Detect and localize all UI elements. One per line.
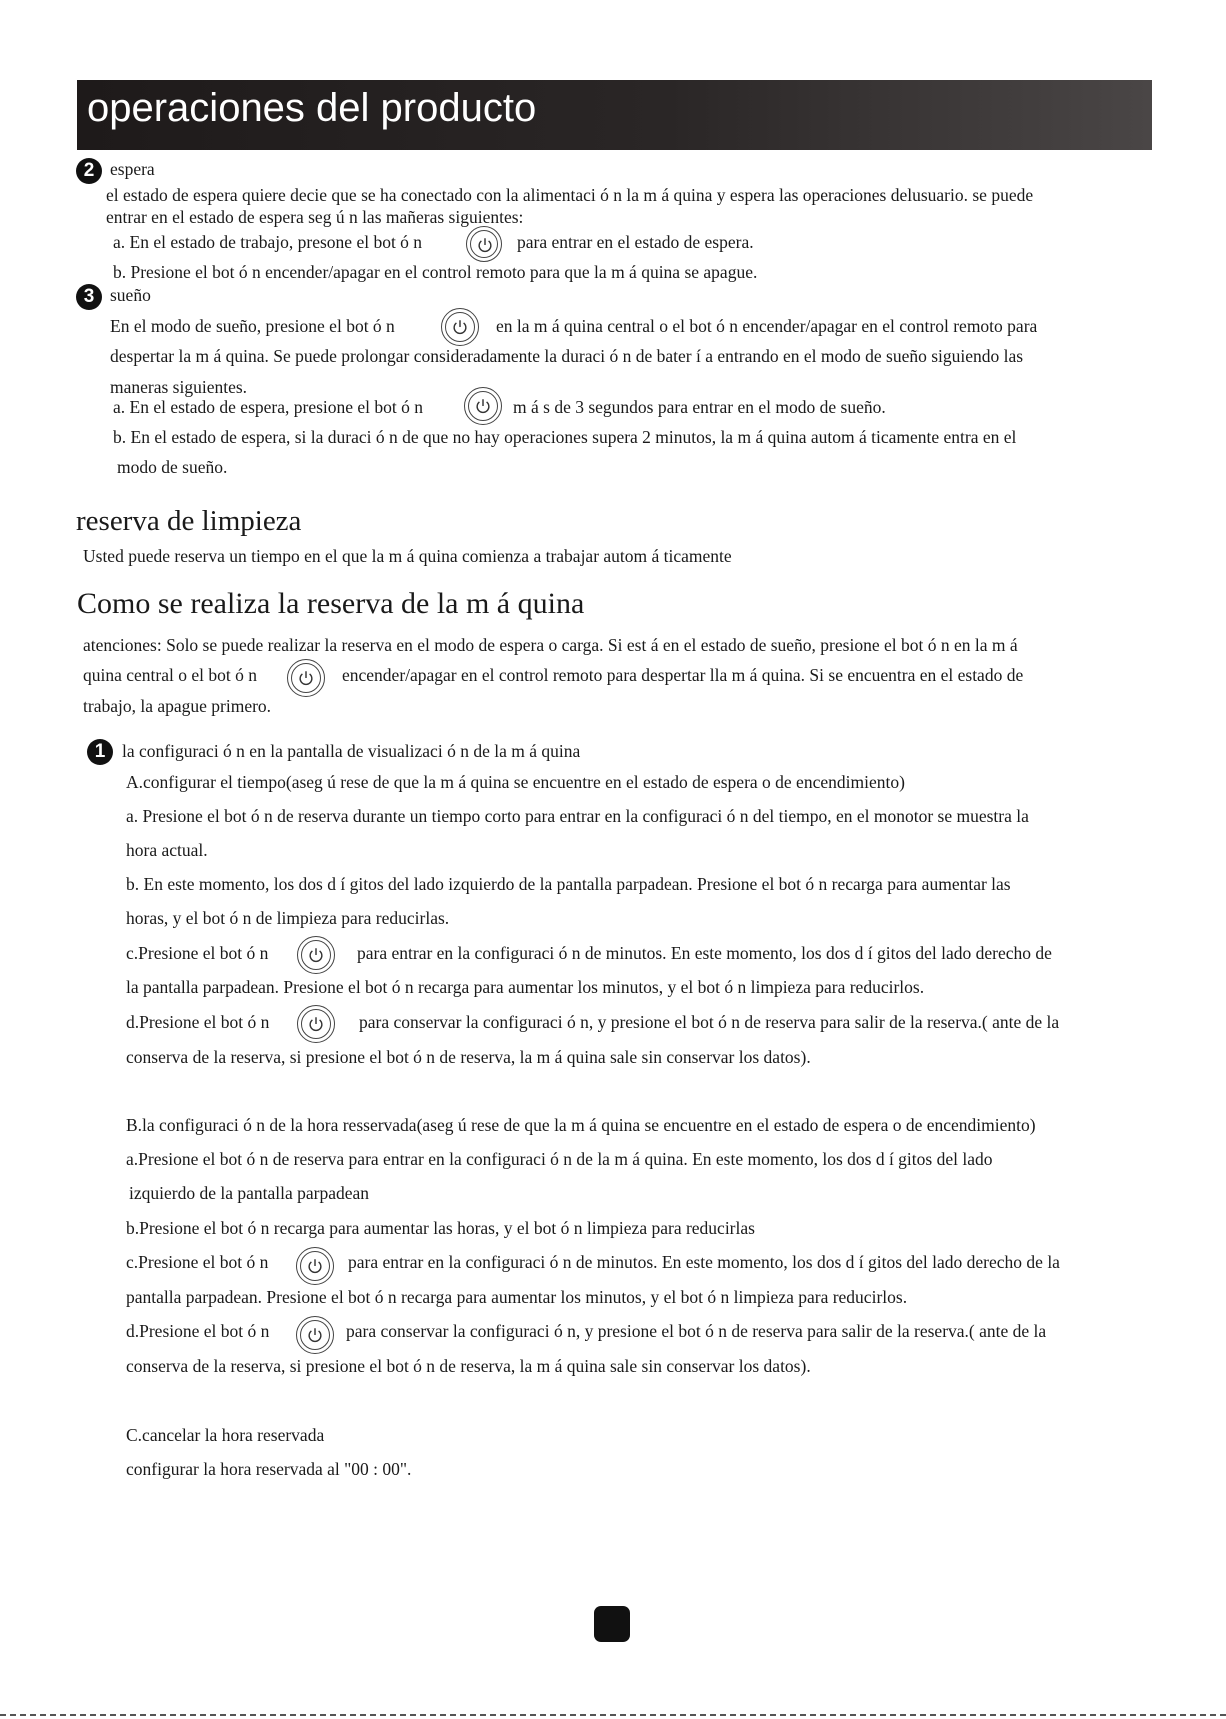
reserva-text: Usted puede reserva un tiempo en el que la m á quina comienza a trabajar autom á ticamente [83, 546, 732, 566]
power-icon [441, 308, 479, 346]
config-b-step-d-line2: conserva de la reserva, si presione el bot ó n de reserva, la m á quina sale sin conservar los datos). [126, 1356, 811, 1376]
sueno-line1-continuation: en la m á quina central o el bot ó n encender/apagar en el control remoto para [496, 316, 1038, 336]
sueno-item-a-continuation: m á s de 3 segundos para entrar en el modo de sueño. [513, 397, 886, 417]
config-a-step-c-text: c.Presione el bot ó n [126, 943, 269, 963]
config-a-step-c-continuation: para entrar en la configuraci ó n de minutos. En este momento, los dos d í gitos del lado derecho de [357, 943, 1052, 963]
step-number-badge: 3 [76, 284, 102, 310]
config-b-step-c-line2: pantalla parpadean. Presione el bot ó n recarga para aumentar los minutos, y el bot ó n limpieza para reducirlos. [126, 1287, 908, 1307]
step-number-badge: 1 [87, 739, 113, 765]
config-b-step-c-text: c.Presione el bot ó n [126, 1252, 269, 1272]
config-a-step-d-line2: conserva de la reserva, si presione el bot ó n de reserva, la m á quina sale sin conservar los datos). [126, 1047, 811, 1067]
config-a-step-d-continuation: para conservar la configuraci ó n, y presione el bot ó n de reserva para salir de la reserva.( ante de la [359, 1012, 1060, 1032]
section-banner [77, 80, 1152, 150]
sueno-line1-text: En el modo de sueño, presione el bot ó n [110, 316, 395, 336]
config-a-step-b-line1: b. En este momento, los dos d í gitos del lado izquierdo de la pantalla parpadean. Presione el bot ó n recarga para aumentar las [126, 874, 1011, 894]
config-c-text: configurar la hora reservada al "00 : 00". [126, 1459, 412, 1479]
power-icon [296, 1247, 334, 1285]
config-c-title: C.cancelar la hora reservada [126, 1425, 325, 1445]
config-b-title: B.la configuraci ó n de la hora resservada(aseg ú rese de que la m á quina se encuentre en el estado de espera o de encendimiento) [126, 1115, 1036, 1135]
page-number-marker [594, 1606, 630, 1642]
config-b-step-c-continuation: para entrar en la configuraci ó n de minutos. En este momento, los dos d í gitos del lado derecho de la [348, 1252, 1060, 1272]
como-line1: atenciones: Solo se puede realizar la reserva en el modo de espera o carga. Si est á en el estado de sueño, presione el bot ó n en la m á [83, 635, 1018, 655]
config-b-step-d-continuation: para conservar la configuraci ó n, y presione el bot ó n de reserva para salir de la reserva.( ante de la [346, 1321, 1047, 1341]
config-a-step-c-line2: la pantalla parpadean. Presione el bot ó n recarga para aumentar los minutos, y el bot ó n limpieza para reducirlos. [126, 977, 925, 997]
espera-heading: espera [110, 159, 155, 179]
sueno-line2: despertar la m á quina. Se puede prolongar consideradamente la duraci ó n de bater í a entrando en el modo de sueño siguiendo las [110, 346, 1024, 366]
como-heading: Como se realiza la reserva de la m á quina [77, 587, 585, 620]
espera-paragraph-line2: entrar en el estado de espera seg ú n las mañeras siguientes: [106, 207, 524, 227]
espera-item-a-continuation: para entrar en el estado de espera. [517, 232, 754, 252]
como-line3: trabajo, la apague primero. [83, 696, 272, 716]
power-icon [296, 1316, 334, 1354]
sueno-item-a-text: a. En el estado de espera, presione el bot ó n [113, 397, 424, 417]
config-a-step-a-line2: hora actual. [126, 840, 208, 860]
power-icon [297, 1005, 335, 1043]
power-icon [297, 936, 335, 974]
espera-item-b: b. Presione el bot ó n encender/apagar en el control remoto para que la m á quina se apague. [113, 262, 758, 282]
sueno-item-b-line2: modo de sueño. [117, 457, 228, 477]
sueno-heading: sueño [110, 285, 151, 305]
power-icon [466, 226, 502, 262]
config-a-step-d-text: d.Presione el bot ó n [126, 1012, 270, 1032]
config-a-step-b-line2: horas, y el bot ó n de limpieza para reducirlas. [126, 908, 450, 928]
page-cut-line [0, 1714, 1226, 1716]
como-line2-continuation: encender/apagar en el control remoto para despertar lla m á quina. Si se encuentra en el estado de [342, 665, 1024, 685]
config-a-title: A.configurar el tiempo(aseg ú rese de que la m á quina se encuentre en el estado de espera o de encendimiento) [126, 772, 905, 792]
reserva-heading: reserva de limpieza [76, 505, 302, 537]
config-heading: la configuraci ó n en la pantalla de visualizaci ó n de la m á quina [122, 741, 581, 761]
power-icon [464, 387, 502, 425]
config-b-step-a-line1: a.Presione el bot ó n de reserva para entrar en la configuraci ó n de la m á quina. En este momento, los dos d í gitos del lado [126, 1149, 993, 1169]
espera-paragraph-line1: el estado de espera quiere decie que se ha conectado con la alimentaci ó n la m á quina y espera las operaciones delusuario. se puede [106, 185, 1034, 205]
config-a-step-a-line1: a. Presione el bot ó n de reserva durante un tiempo corto para entrar en la configuraci ó n del tiempo, en el monotor se muestra la [126, 806, 1029, 826]
page-title: operaciones del producto [87, 86, 537, 130]
config-b-step-d-text: d.Presione el bot ó n [126, 1321, 270, 1341]
como-line2-text: quina central o el bot ó n [83, 665, 257, 685]
power-icon [287, 659, 325, 697]
step-number-badge: 2 [76, 158, 102, 184]
sueno-item-b-line1: b. En el estado de espera, si la duraci ó n de que no hay operaciones supera 2 minutos, la m á quina autom á ticamente entra en el [113, 427, 1017, 447]
espera-item-a-text: a. En el estado de trabajo, presone el bot ó n [113, 232, 423, 252]
config-b-step-a-line2: izquierdo de la pantalla parpadean [129, 1183, 370, 1203]
sueno-line3: maneras siguientes. [110, 377, 248, 397]
config-b-step-b: b.Presione el bot ó n recarga para aumentar las horas, y el bot ó n limpieza para reducirlas [126, 1218, 755, 1238]
